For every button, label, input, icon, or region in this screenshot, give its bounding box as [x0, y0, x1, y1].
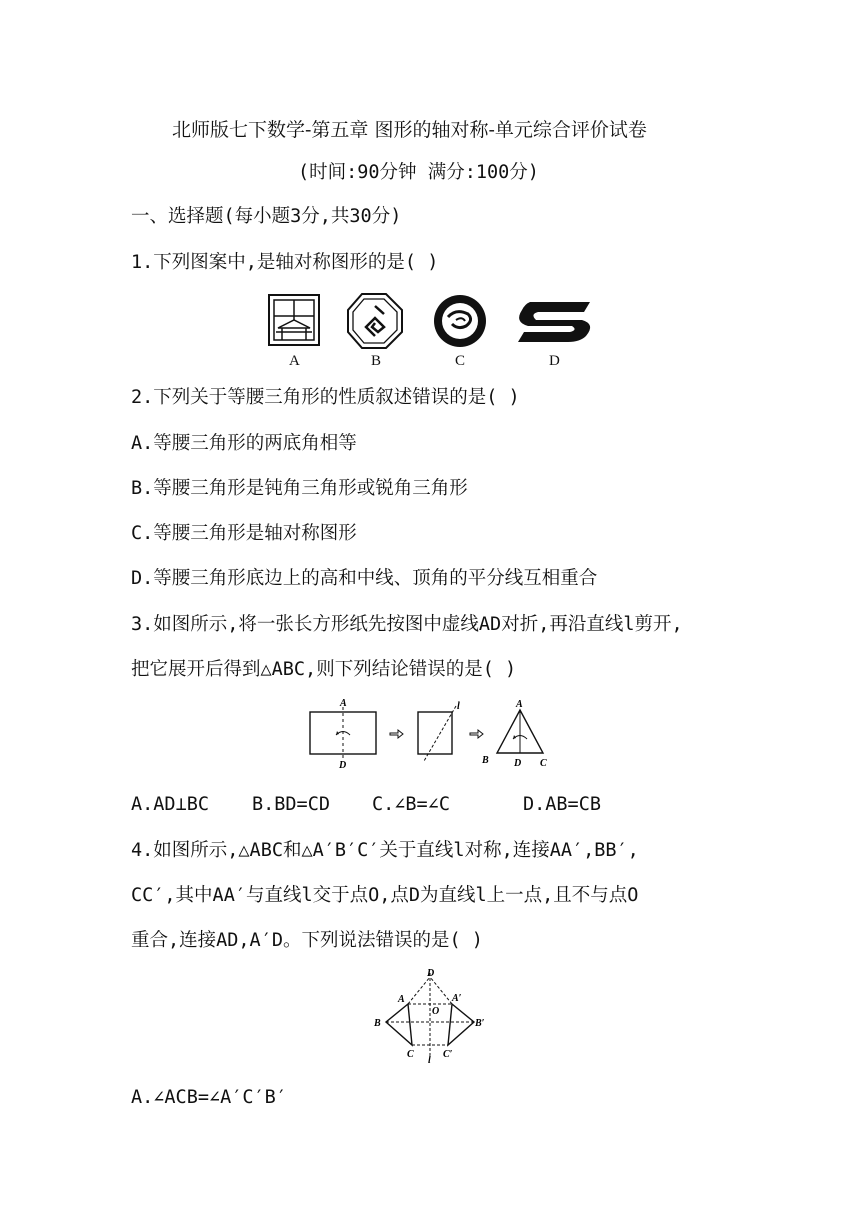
question-3-option-b: B.BD=CD — [252, 794, 330, 815]
question-3-option-d: D.AB=CB — [523, 794, 601, 815]
page-title: 北师版七下数学-第五章 图形的轴对称-单元综合评价试卷 — [172, 119, 647, 141]
q3-figure — [300, 695, 570, 775]
question-4-stem-line-3: 重合,连接AD,A′D。下列说法错误的是( ) — [131, 930, 483, 951]
question-3-stem-line-2: 把它展开后得到△ABC,则下列结论错误的是( ) — [131, 659, 517, 680]
question-3-option-c: C.∠B=∠C — [372, 794, 450, 815]
label-o: O — [432, 1006, 440, 1017]
q4-figure — [368, 965, 498, 1065]
question-1-stem: 1.下列图案中,是轴对称图形的是( ) — [131, 252, 439, 273]
label-a1: A — [340, 698, 347, 709]
question-3-option-a: A.AD⊥BC — [131, 794, 209, 815]
label-c: C — [407, 1049, 414, 1060]
option-a-label: A — [289, 353, 300, 369]
pattern-b-icon — [348, 294, 402, 348]
option-d-label: D — [549, 353, 560, 369]
question-4-option-a: A.∠ACB=∠A′C′B′ — [131, 1087, 287, 1108]
question-2-option-d: D.等腰三角形底边上的高和中线、顶角的平分线互相重合 — [131, 568, 598, 589]
question-2-option-c: C.等腰三角形是轴对称图形 — [131, 523, 357, 544]
label-a-prime: A′ — [452, 993, 462, 1004]
label-b-prime: B′ — [475, 1018, 485, 1029]
pattern-d-icon — [518, 302, 590, 342]
pattern-c-icon — [434, 295, 486, 347]
question-3-stem-line-1: 3.如图所示,将一张长方形纸先按图中虚线AD对折,再沿直线l剪开, — [131, 614, 683, 635]
section-heading: 一、选择题(每小题3分,共30分) — [131, 206, 402, 227]
label-a2: A — [516, 699, 523, 710]
pattern-a-icon — [269, 295, 319, 345]
label-c: C — [540, 758, 547, 769]
option-c-label: C — [455, 353, 466, 369]
label-l: l — [428, 1055, 431, 1065]
label-l: l — [457, 701, 460, 712]
question-2-stem: 2.下列关于等腰三角形的性质叙述错误的是( ) — [131, 387, 520, 408]
label-d2: D — [514, 758, 522, 769]
label-c-prime: C′ — [443, 1049, 453, 1060]
question-4-stem-line-1: 4.如图所示,△ABC和△A′B′C′关于直线l对称,连接AA′,BB′, — [131, 840, 639, 861]
option-b-label: B — [371, 353, 382, 369]
question-2-option-b: B.等腰三角形是钝角三角形或锐角三角形 — [131, 478, 468, 499]
label-b: B — [374, 1018, 381, 1029]
label-a: A — [398, 994, 405, 1005]
label-b: B — [482, 755, 489, 766]
label-d: D — [427, 968, 435, 979]
question-2-option-a: A.等腰三角形的两底角相等 — [131, 433, 357, 454]
exam-meta: (时间:90分钟 满分:100分) — [298, 162, 539, 183]
question-4-stem-line-2: CC′,其中AA′与直线l交于点O,点D为直线l上一点,且不与点O — [131, 885, 639, 906]
label-d1: D — [339, 760, 347, 771]
